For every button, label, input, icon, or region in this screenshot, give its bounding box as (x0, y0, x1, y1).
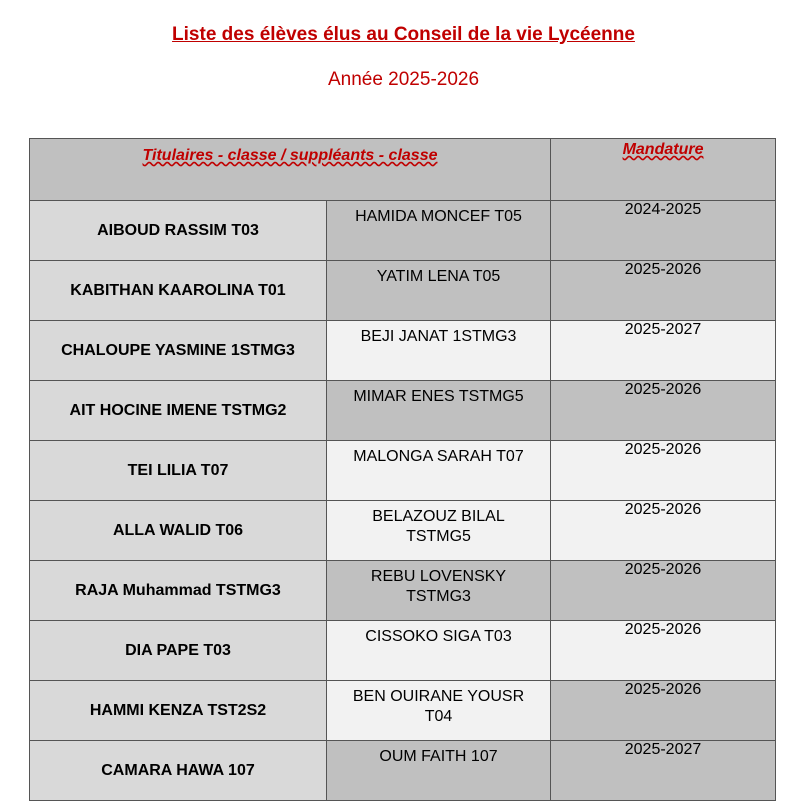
header-mandature-cell (551, 139, 776, 201)
suppleant-cell: BEJI JANAT 1STMG3 (327, 321, 551, 381)
titulaire-cell: DIA PAPE T03 (30, 621, 327, 681)
titulaire-cell: RAJA Muhammad TSTMG3 (30, 561, 327, 621)
mandature-cell: 2025-2026 (551, 621, 776, 681)
suppleant-cell: OUM FAITH 107 (327, 741, 551, 801)
table-row (30, 261, 776, 321)
table-row (30, 681, 776, 741)
header-titulaires-cell (30, 139, 551, 201)
table-header-row (30, 139, 776, 201)
mandature-cell: 2025-2026 (551, 441, 776, 501)
table-row (30, 741, 776, 801)
suppleant-cell: MIMAR ENES TSTMG5 (327, 381, 551, 441)
mandature-cell: 2025-2026 (551, 501, 776, 561)
suppleant-cell: BEN OUIRANE YOUSR T04 (327, 681, 551, 741)
titulaire-cell: TEI LILIA T07 (30, 441, 327, 501)
table-row (30, 501, 776, 561)
table-row (30, 201, 776, 261)
table-row (30, 381, 776, 441)
table-row (30, 621, 776, 681)
header-titulaires-label: Titulaires - classe / suppléants - classe (142, 147, 438, 164)
titulaire-cell: HAMMI KENZA TST2S2 (30, 681, 327, 741)
document-subtitle: Année 2025-2026 (327, 69, 480, 90)
suppleant-cell: MALONGA SARAH T07 (327, 441, 551, 501)
header-mandature-label: Mandature (622, 141, 704, 158)
titulaire-cell: CAMARA HAWA 107 (30, 741, 327, 801)
mandature-cell: 2025-2026 (551, 561, 776, 621)
titulaire-cell: AIT HOCINE IMENE TSTMG2 (30, 381, 327, 441)
table-row (30, 561, 776, 621)
mandature-cell: 2025-2027 (551, 741, 776, 801)
titulaire-cell: ALLA WALID T06 (30, 501, 327, 561)
titulaire-cell: AIBOUD RASSIM T03 (30, 201, 327, 261)
suppleant-cell: REBU LOVENSKY TSTMG3 (327, 561, 551, 621)
mandature-cell: 2025-2026 (551, 381, 776, 441)
titulaire-cell: CHALOUPE YASMINE 1STMG3 (30, 321, 327, 381)
table-row (30, 441, 776, 501)
suppleant-cell: YATIM LENA T05 (327, 261, 551, 321)
elected-students-table (29, 138, 776, 801)
suppleant-cell: CISSOKO SIGA T03 (327, 621, 551, 681)
mandature-cell: 2024-2025 (551, 201, 776, 261)
suppleant-cell: BELAZOUZ BILAL TSTMG5 (327, 501, 551, 561)
suppleant-cell: HAMIDA MONCEF T05 (327, 201, 551, 261)
document-title: Liste des élèves élus au Conseil de la vie Lycéenne (172, 24, 635, 45)
titulaire-cell: KABITHAN KAAROLINA T01 (30, 261, 327, 321)
mandature-cell: 2025-2027 (551, 321, 776, 381)
table-row (30, 321, 776, 381)
mandature-cell: 2025-2026 (551, 681, 776, 741)
mandature-cell: 2025-2026 (551, 261, 776, 321)
